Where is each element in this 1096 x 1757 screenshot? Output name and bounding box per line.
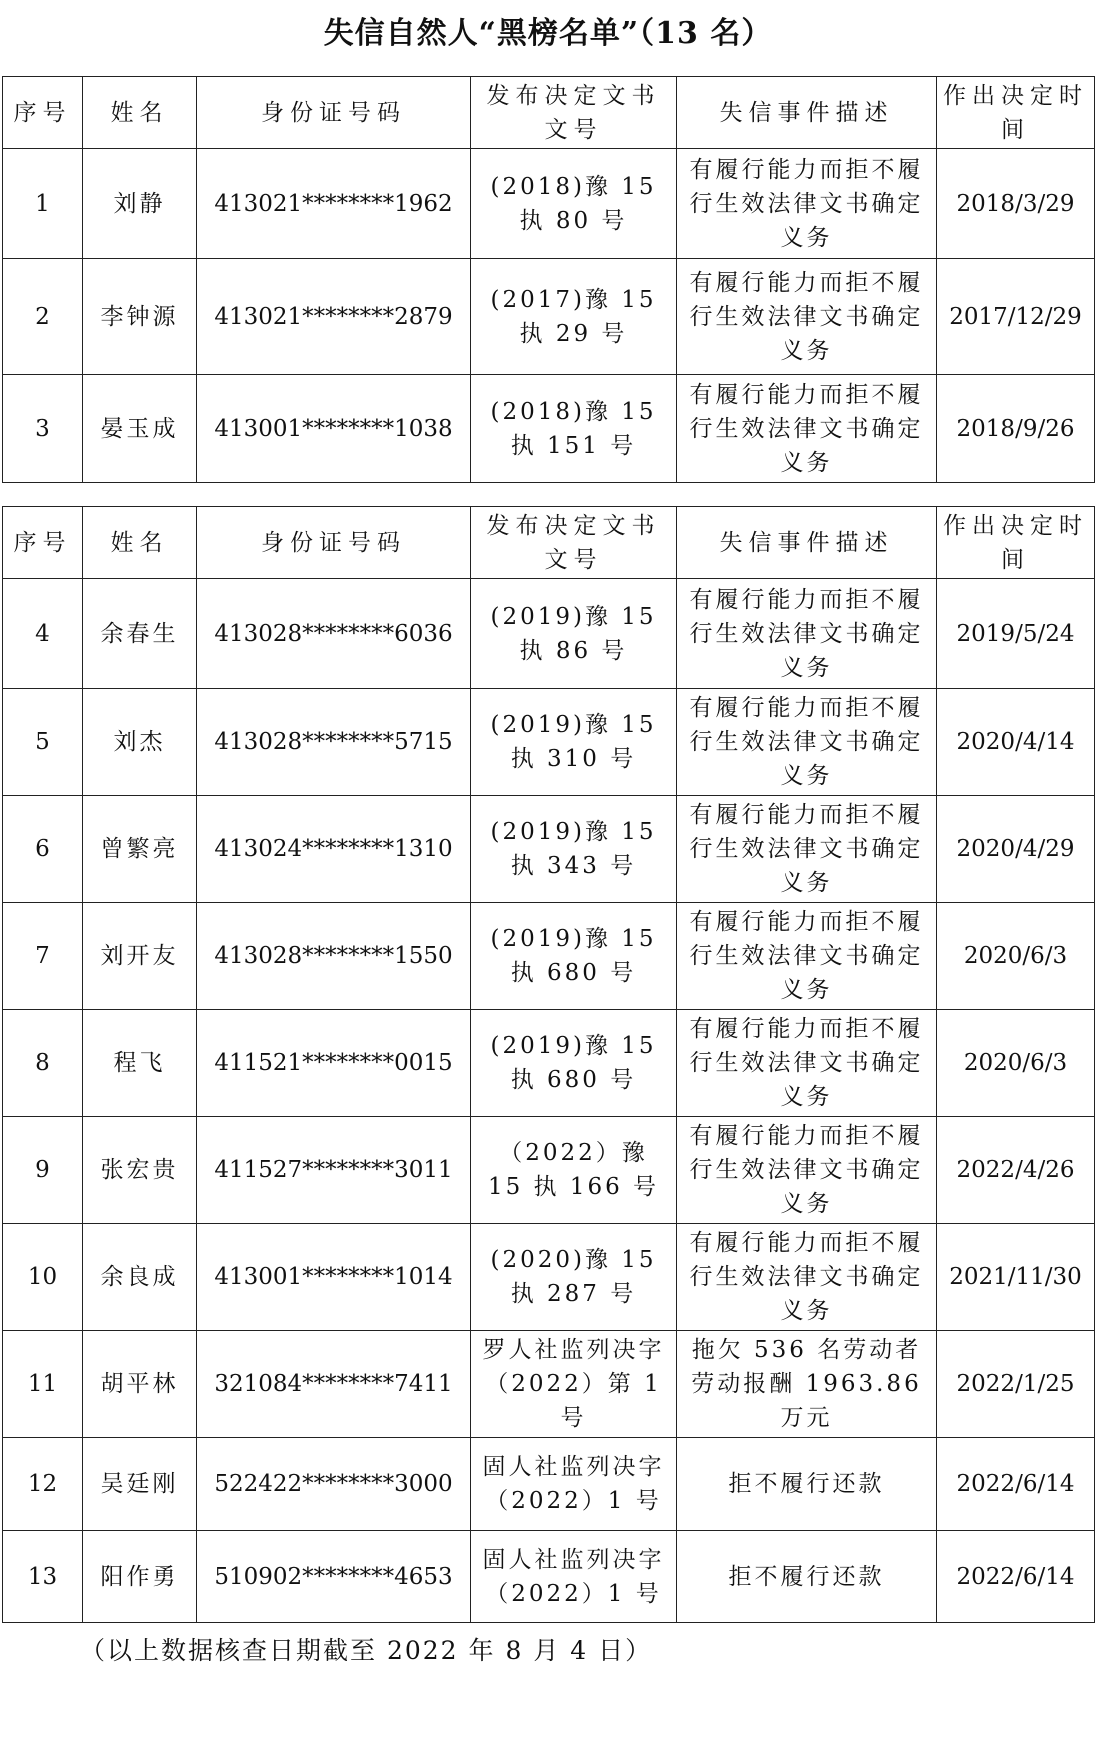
- page-title: 失信自然人“黑榜名单”（13 名）: [323, 16, 773, 51]
- header-no: 序号: [3, 77, 83, 149]
- cell-date: 2018/9/26: [937, 375, 1095, 483]
- cell-desc: 有履行能力而拒不履行生效法律文书确定义务: [677, 259, 937, 375]
- cell-desc: 拖欠 536 名劳动者劳动报酬 1963.86 万元: [677, 1331, 937, 1438]
- cell-id: 413001********1014: [197, 1224, 471, 1331]
- cell-name: 余良成: [83, 1224, 197, 1331]
- cell-desc: 拒不履行还款: [677, 1531, 937, 1623]
- cell-doc: (2019)豫 15 执 86 号: [471, 579, 677, 689]
- cell-no: 2: [3, 259, 83, 375]
- cell-doc: (2019)豫 15 执 680 号: [471, 903, 677, 1010]
- header-row: [3, 507, 1095, 579]
- header-id: 身份证号码: [197, 77, 471, 149]
- header-date: 作出决定时 间: [937, 507, 1095, 579]
- cell-desc: 有履行能力而拒不履行生效法律文书确定义务: [677, 375, 937, 483]
- cell-id: 411527********3011: [197, 1117, 471, 1224]
- cell-name: 余春生: [83, 579, 197, 689]
- table-row: [3, 1531, 1095, 1623]
- cell-no: 1: [3, 149, 83, 259]
- cell-desc: 有履行能力而拒不履行生效法律文书确定义务: [677, 1224, 937, 1331]
- table-row: [3, 689, 1095, 796]
- header-name: 姓名: [83, 77, 197, 149]
- cell-id: 510902********4653: [197, 1531, 471, 1623]
- blacklist-table-2: [2, 506, 1095, 1623]
- cell-date: 2021/11/30: [937, 1224, 1095, 1331]
- cell-desc: 有履行能力而拒不履行生效法律文书确定义务: [677, 1117, 937, 1224]
- header-doc: 发布决定文书文号: [471, 77, 677, 149]
- cell-date: 2018/3/29: [937, 149, 1095, 259]
- cell-date: 2020/6/3: [937, 903, 1095, 1010]
- cell-no: 8: [3, 1010, 83, 1117]
- cell-date: 2017/12/29: [937, 259, 1095, 375]
- cell-id: 413028********6036: [197, 579, 471, 689]
- header-desc: 失信事件描述: [677, 507, 937, 579]
- table-row: [3, 1117, 1095, 1224]
- cell-name: 刘开友: [83, 903, 197, 1010]
- cell-id: 413021********2879: [197, 259, 471, 375]
- cell-id: 321084********7411: [197, 1331, 471, 1438]
- table-row: [3, 1331, 1095, 1438]
- cell-name: 刘静: [83, 149, 197, 259]
- cell-no: 4: [3, 579, 83, 689]
- table-row: [3, 259, 1095, 375]
- blacklist-table-1: [2, 76, 1095, 483]
- cell-desc: 有履行能力而拒不履行生效法律文书确定义务: [677, 1010, 937, 1117]
- cell-no: 10: [3, 1224, 83, 1331]
- cell-doc: (2018)豫 15 执 80 号: [471, 149, 677, 259]
- header-row: [3, 77, 1095, 149]
- cell-doc: 罗人社监列决字（2022）第 1 号: [471, 1331, 677, 1438]
- table-row: [3, 903, 1095, 1010]
- cell-date: 2020/4/29: [937, 796, 1095, 903]
- cell-desc: 有履行能力而拒不履行生效法律文书确定义务: [677, 903, 937, 1010]
- cell-doc: 固人社监列决字（2022）1 号: [471, 1438, 677, 1531]
- cell-no: 12: [3, 1438, 83, 1531]
- cell-id: 413001********1038: [197, 375, 471, 483]
- cell-name: 刘杰: [83, 689, 197, 796]
- header-no: 序号: [3, 507, 83, 579]
- table-1-body: [3, 77, 1095, 483]
- table-row: [3, 149, 1095, 259]
- cell-desc: 有履行能力而拒不履行生效法律文书确定义务: [677, 579, 937, 689]
- table-row: [3, 1224, 1095, 1331]
- cell-name: 阳作勇: [83, 1531, 197, 1623]
- cell-name: 曾繁亮: [83, 796, 197, 903]
- cell-id: 522422********3000: [197, 1438, 471, 1531]
- cell-no: 7: [3, 903, 83, 1010]
- cell-name: 晏玉成: [83, 375, 197, 483]
- cell-id: 413028********1550: [197, 903, 471, 1010]
- cell-date: 2019/5/24: [937, 579, 1095, 689]
- table-row: [3, 375, 1095, 483]
- cell-date: 2022/6/14: [937, 1531, 1095, 1623]
- cell-id: 413024********1310: [197, 796, 471, 903]
- cell-doc: (2020)豫 15 执 287 号: [471, 1224, 677, 1331]
- cell-doc: (2019)豫 15 执 680 号: [471, 1010, 677, 1117]
- cell-doc: (2019)豫 15 执 343 号: [471, 796, 677, 903]
- header-doc: 发布决定文书文号: [471, 507, 677, 579]
- cell-doc: (2017)豫 15 执 29 号: [471, 259, 677, 375]
- header-name: 姓名: [83, 507, 197, 579]
- cell-no: 11: [3, 1331, 83, 1438]
- cell-no: 9: [3, 1117, 83, 1224]
- cell-date: 2022/1/25: [937, 1331, 1095, 1438]
- cell-desc: 拒不履行还款: [677, 1438, 937, 1531]
- cell-desc: 有履行能力而拒不履行生效法律文书确定义务: [677, 149, 937, 259]
- cell-id: 413021********1962: [197, 149, 471, 259]
- cell-name: 胡平林: [83, 1331, 197, 1438]
- cell-desc: 有履行能力而拒不履行生效法律文书确定义务: [677, 796, 937, 903]
- table-2-body: [3, 507, 1095, 1623]
- cell-doc: (2019)豫 15 执 310 号: [471, 689, 677, 796]
- cell-no: 13: [3, 1531, 83, 1623]
- header-id: 身份证号码: [197, 507, 471, 579]
- footnote: （以上数据核查日期截至 2022 年 8 月 4 日）: [80, 1636, 653, 1665]
- cell-name: 吴廷刚: [83, 1438, 197, 1531]
- header-date: 作出决定时 间: [937, 77, 1095, 149]
- cell-date: 2022/4/26: [937, 1117, 1095, 1224]
- table-row: [3, 579, 1095, 689]
- cell-name: 程飞: [83, 1010, 197, 1117]
- cell-name: 李钟源: [83, 259, 197, 375]
- cell-doc: （2022）豫 15 执 166 号: [471, 1117, 677, 1224]
- cell-date: 2020/4/14: [937, 689, 1095, 796]
- table-row: [3, 1010, 1095, 1117]
- cell-doc: 固人社监列决字（2022）1 号: [471, 1531, 677, 1623]
- cell-name: 张宏贵: [83, 1117, 197, 1224]
- header-desc: 失信事件描述: [677, 77, 937, 149]
- table-row: [3, 1438, 1095, 1531]
- cell-no: 3: [3, 375, 83, 483]
- cell-date: 2022/6/14: [937, 1438, 1095, 1531]
- cell-id: 411521********0015: [197, 1010, 471, 1117]
- table-row: [3, 796, 1095, 903]
- cell-no: 5: [3, 689, 83, 796]
- cell-desc: 有履行能力而拒不履行生效法律文书确定义务: [677, 689, 937, 796]
- cell-no: 6: [3, 796, 83, 903]
- cell-date: 2020/6/3: [937, 1010, 1095, 1117]
- cell-doc: (2018)豫 15 执 151 号: [471, 375, 677, 483]
- cell-id: 413028********5715: [197, 689, 471, 796]
